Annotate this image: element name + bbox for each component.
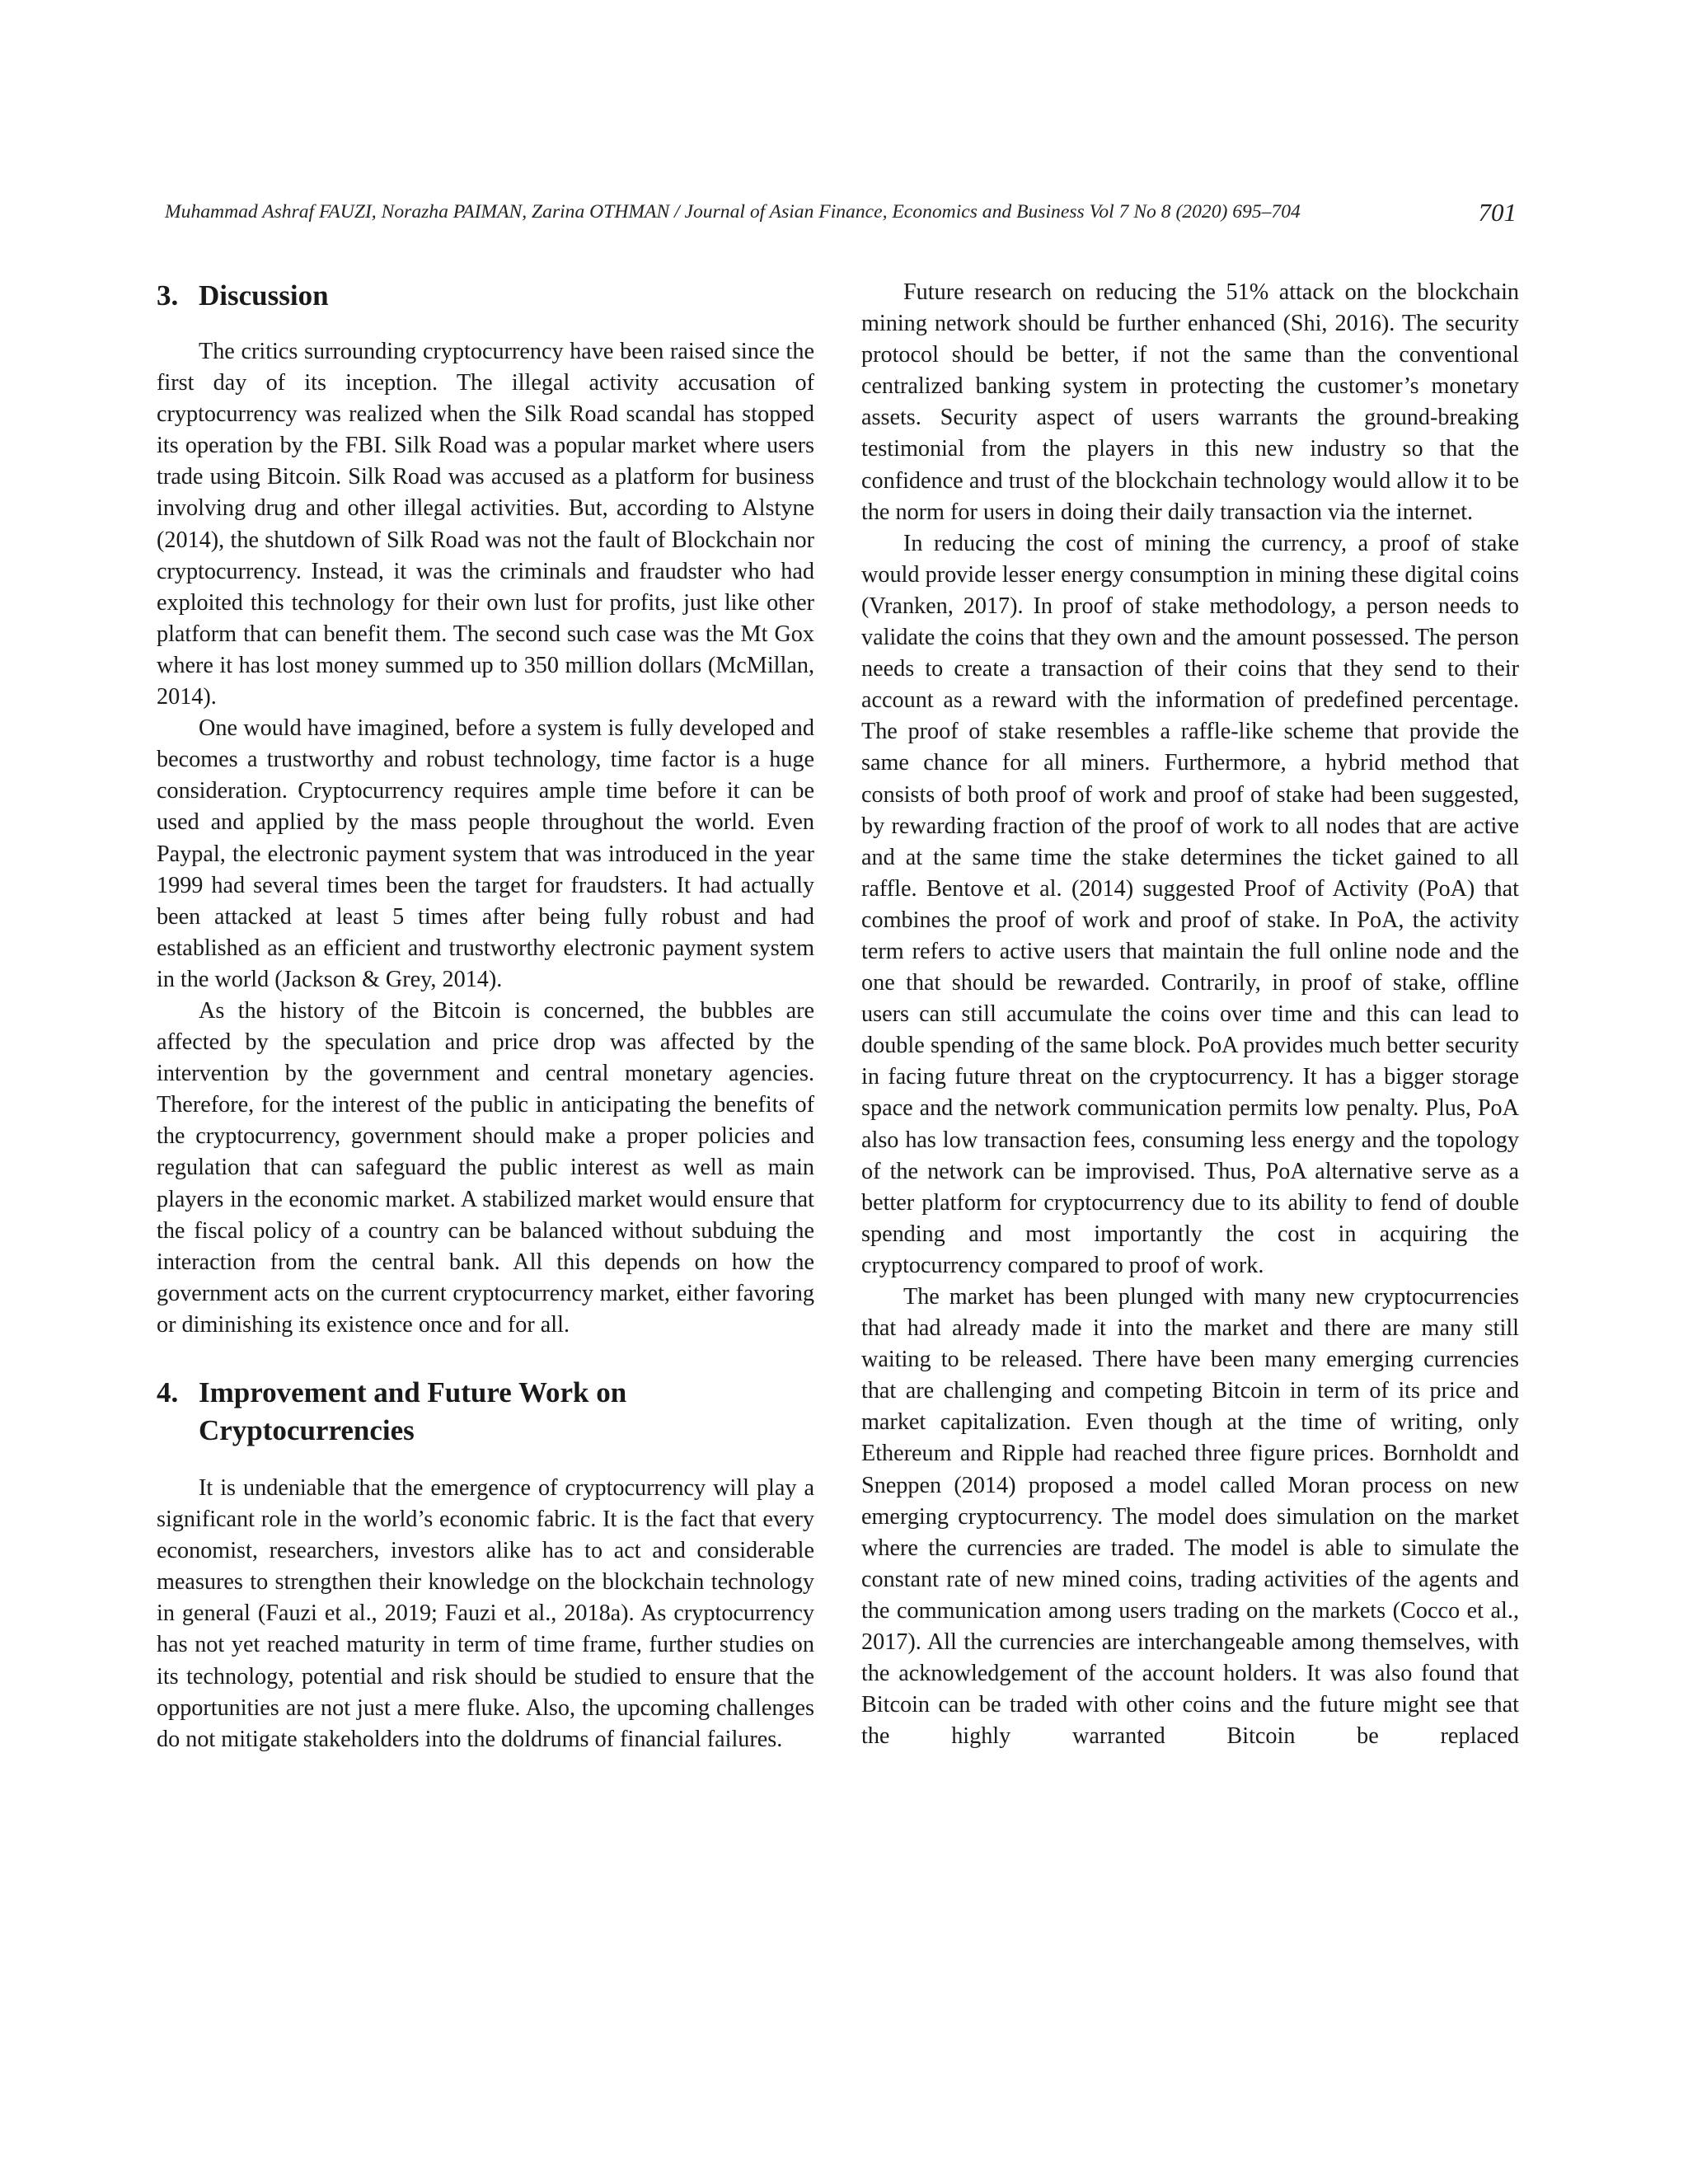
- running-header: [165, 198, 1517, 231]
- header-citation: Muhammad Ashraf FAUZI, Norazha PAIMAN, Zarina OTHMAN / Journal of Asian Finance, Economics and Business Vol 7 No 8 (2020) 695–704: [165, 201, 1301, 223]
- page-number: 701: [1478, 198, 1517, 227]
- right-column: [861, 277, 1519, 1752]
- paragraph: It is undeniable that the emergence of cryptocurrency will play a significant role in the world’s economic fabric. It is the fact that every economist, researchers, investors alike has to act and considerable measures to strengthen their knowledge on the blockchain technology in general (Fauzi et al., 2019; Fauzi et al., 2018a). As cryptocurrency has not yet reached maturity in term of time frame, further studies on its technology, potential and risk should be studied to ensure that the opportunities are not just a mere fluke. Also, the upcoming challenges do not mitigate stakeholders into the doldrums of financial failures.: [157, 1475, 814, 1752]
- paragraph: The critics surrounding cryptocurrency have been raised since the first day of its inception. The illegal activity accusation of cryptocurrency was realized when the Silk Road scandal has stopped its operation by the FBI. Silk Road was a popular market where users trade using Bitcoin. Silk Road was accused as a platform for business involving drug and other illegal activities. But, according to Alstyne (2014), the shutdown of Silk Road was not the fault of Blockchain nor cryptocurrency. Instead, it was the criminals and fraudster who had exploited this technology for their own lust for profits, just like other platform that can benefit them. The second such case was the Mt Gox where it has lost money summed up to 350 million dollars (McMillan, 2014).: [157, 339, 814, 710]
- section-title: Improvement and Future Work on Cryptocurrencies: [199, 1376, 627, 1446]
- left-column: [157, 277, 814, 1755]
- section-number: 3.: [157, 279, 179, 312]
- paragraph: In reducing the cost of mining the currency, a proof of stake would provide lesser energy consumption in mining these digital coins (Vranken, 2017). In proof of stake methodology, a person needs to validate the coins that they own and the amount possessed. The person needs to create a transaction of their coins that they send to their account as a reward with the information of predefined percentage. The proof of stake resembles a raffle-like scheme that provide the same chance for all miners. Furthermore, a hybrid method that consists of both proof of work and proof of stake had been suggested, by rewarding fraction of the proof of work to all nodes that are active and at the same time the stake determines the ticket gained to all raffle. Bentove et al. (2014) suggested Proof of Activity (PoA) that combines the proof of work and proof of stake. In PoA, the activity term refers to active users that maintain the full online node and the one that should be rewarded. Contrarily, in proof of stake, offline users can still accumulate the coins over time and this can lead to double spending of the same block. PoA provides much better security in facing future threat on the cryptocurrency. It has a bigger storage space and the network communication permits low penalty. Plus, PoA also has low transaction fees, consuming less energy and the topology of the network can be improvised. Thus, PoA alternative serve as a better platform for cryptocurrency due to its ability to fend of double spending and most importantly the cost in acquiring the cryptocurrency compared to proof of work.: [861, 530, 1519, 1278]
- section-title: Discussion: [199, 279, 329, 312]
- paragraph: Future research on reducing the 51% attack on the blockchain mining network should be further enhanced (Shi, 2016). The security protocol should be better, if not the same than the conventional centralized banking system in protecting the customer’s monetary assets. Security aspect of users warrants the ground-breaking testimonial from the players in this new industry so that the confidence and trust of the blockchain technology would allow it to be the norm for users in doing their daily transaction via the internet.: [861, 279, 1519, 525]
- paragraph: As the history of the Bitcoin is concerned, the bubbles are affected by the speculation and price drop was affected by the intervention by the government and central monetary agencies. Therefore, for the interest of the public in anticipating the benefits of the cryptocurrency, government should make a proper policies and regulation that can safeguard the public interest as well as main players in the economic market. A stabilized market would ensure that the fiscal policy of a country can be balanced without subduing the interaction from the central bank. All this depends on how the government acts on the current cryptocurrency market, either favoring or diminishing its existence once and for all.: [157, 997, 814, 1338]
- paragraph: One would have imagined, before a system is fully developed and becomes a trustworthy and robust technology, time factor is a huge consideration. Cryptocurrency requires ample time before it can be used and applied by the mass people throughout the world. Even Paypal, the electronic payment system that was introduced in the year 1999 had several times been the target for fraudsters. It had actually been attacked at least 5 times after being fully robust and had established as an efficient and trustworthy electronic payment system in the world (Jackson & Grey, 2014).: [157, 715, 814, 992]
- section-heading-improvement: [157, 1374, 814, 1450]
- section-number: 4.: [157, 1376, 179, 1408]
- section-heading-discussion: [157, 277, 814, 315]
- paragraph: The market has been plunged with many new cryptocurrencies that had already made it into the market and there are many still waiting to be released. There have been many emerging currencies that are challenging and competing Bitcoin in term of its price and market capitalization. Even though at the time of writing, only Ethereum and Ripple had reached three figure prices. Bornholdt and Sneppen (2014) proposed a model called Moran process on new emerging cryptocurrency. The model does simulation on the market where the currencies are traded. The model is able to simulate the constant rate of new mined coins, trading activities of the agents and the communication among users trading on the markets (Cocco et al., 2017). All the currencies are interchangeable among themselves, with the acknowledgement of the account holders. It was also found that Bitcoin can be traded with other coins and the future might see that the highly warranted Bitcoin be replaced: [861, 1284, 1519, 1750]
